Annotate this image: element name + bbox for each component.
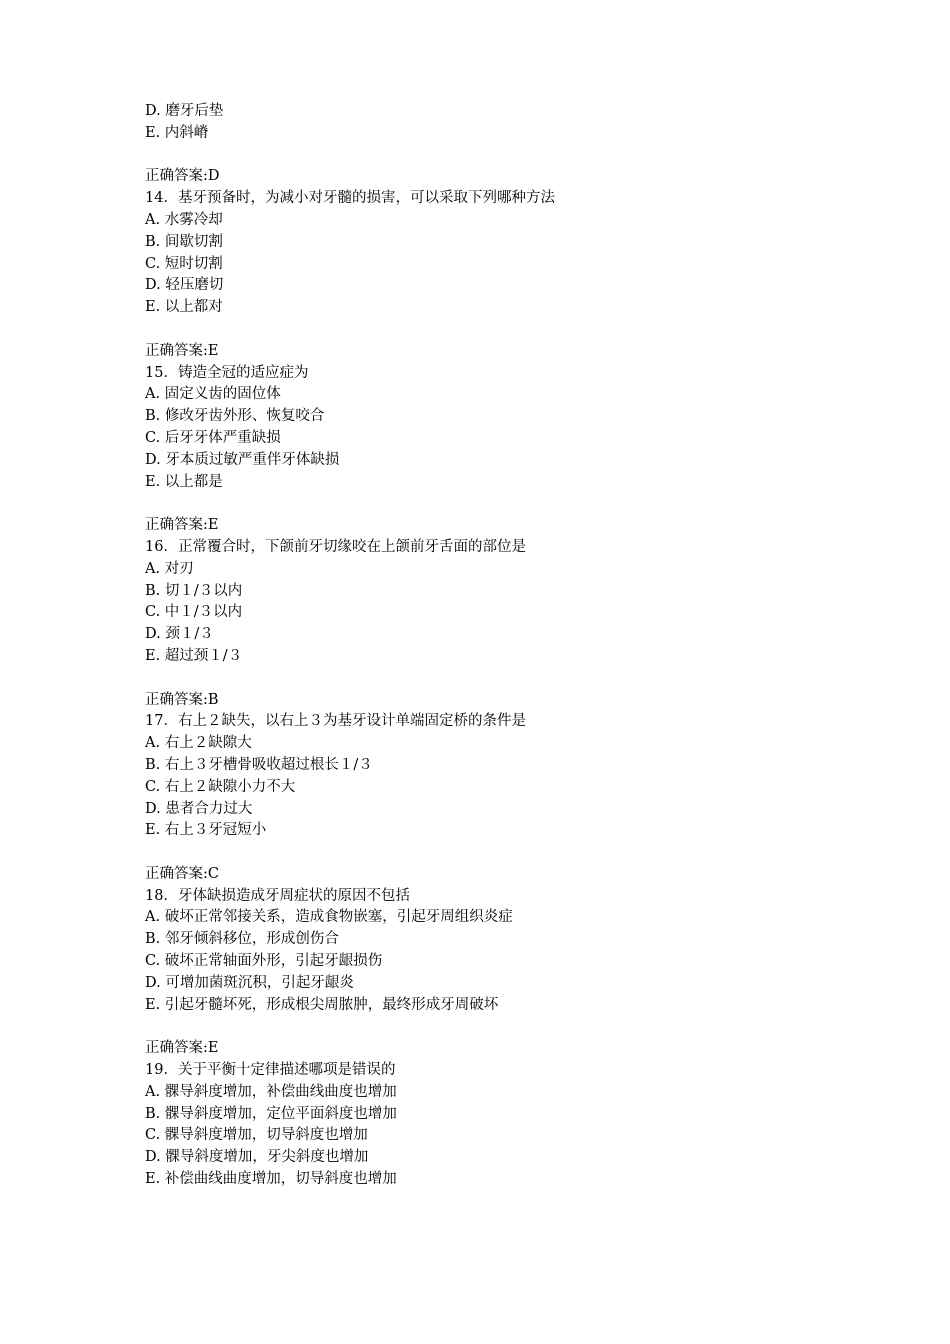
question-stem: 17．右上２缺失，以右上３为基牙设计单端固定桥的条件是 [145, 713, 526, 730]
question-18 [145, 886, 905, 1060]
option-a: A. 破坏正常邻接关系，造成食物嵌塞，引起牙周组织炎症 [145, 909, 513, 926]
option-d: D. 患者合力过大 [145, 800, 253, 817]
question-stem: 15．铸造全冠的适应症为 [145, 364, 309, 381]
option-c: C. 右上２缺隙小力不大 [145, 778, 296, 795]
option-c: C. 破坏正常轴面外形，引起牙龈损伤 [145, 953, 383, 970]
answer-line: 正确答案:D [145, 168, 220, 185]
option-d: D. 磨牙后垫 [145, 103, 224, 119]
option-c: C. 后牙牙体严重缺损 [145, 429, 281, 446]
question-stem: 16．正常覆合时，下颌前牙切缘咬在上颌前牙舌面的部位是 [145, 538, 526, 555]
answer-line: 正确答案:E [145, 1040, 219, 1057]
question-19 [145, 1060, 905, 1191]
option-a: A. 对刃 [145, 560, 194, 577]
option-a: A. 固定义齿的固位体 [145, 386, 281, 403]
spacer [145, 1016, 905, 1038]
question-14 [145, 188, 905, 362]
option-d: D. 髁导斜度增加，牙尖斜度也增加 [145, 1149, 369, 1166]
option-b: B. 邻牙倾斜移位，形成创伤合 [145, 931, 339, 948]
answer-line: 正确答案:E [145, 342, 219, 359]
spacer [145, 668, 905, 690]
option-b: B. 右上３牙槽骨吸收超过根长１/３ [145, 756, 373, 773]
spacer [145, 842, 905, 864]
question-16 [145, 537, 905, 711]
spacer [145, 493, 905, 515]
question-17 [145, 711, 905, 885]
answer-line: 正确答案:C [145, 865, 219, 882]
option-d: D. 可增加菌斑沉积，引起牙龈炎 [145, 974, 354, 991]
question-15 [145, 363, 905, 537]
option-b: B. 间歇切割 [145, 233, 223, 250]
option-c: C. 髁导斜度增加，切导斜度也增加 [145, 1127, 368, 1144]
option-a: A. 水雾冷却 [145, 211, 223, 228]
document-page [145, 101, 905, 1191]
option-a: A. 髁导斜度增加，补偿曲线曲度也增加 [145, 1083, 397, 1100]
question-fragment [145, 101, 905, 188]
option-e: E. 以上都对 [145, 299, 223, 316]
option-e: E. 以上都是 [145, 473, 223, 490]
option-d: D. 轻压磨切 [145, 277, 224, 294]
spacer [145, 319, 905, 341]
option-c: C. 中１/３以内 [145, 604, 243, 621]
spacer [145, 145, 905, 167]
option-e: E. 右上３牙冠短小 [145, 822, 267, 839]
option-b: B. 髁导斜度增加，定位平面斜度也增加 [145, 1105, 397, 1122]
answer-line: 正确答案:B [145, 691, 219, 708]
option-b: B. 切１/３以内 [145, 582, 243, 599]
option-e: E. 补偿曲线曲度增加，切导斜度也增加 [145, 1171, 397, 1188]
option-c: C. 短时切割 [145, 255, 223, 272]
question-stem: 14．基牙预备时，为减小对牙髓的损害，可以采取下列哪种方法 [145, 190, 555, 207]
option-d: D. 牙本质过敏严重伴牙体缺损 [145, 451, 340, 468]
option-e: E. 内斜嵴 [145, 124, 209, 141]
option-b: B. 修改牙齿外形、恢复咬合 [145, 408, 325, 425]
option-e: E. 超过颈１/３ [145, 647, 243, 664]
option-e: E. 引起牙髓坏死，形成根尖周脓肿，最终形成牙周破坏 [145, 996, 499, 1013]
answer-line: 正确答案:E [145, 517, 219, 534]
option-a: A. 右上２缺隙大 [145, 735, 252, 752]
question-stem: 18．牙体缺损造成牙周症状的原因不包括 [145, 887, 410, 904]
question-stem: 19．关于平衡十定律描述哪项是错误的 [145, 1062, 396, 1079]
option-d: D. 颈１/３ [145, 626, 214, 643]
